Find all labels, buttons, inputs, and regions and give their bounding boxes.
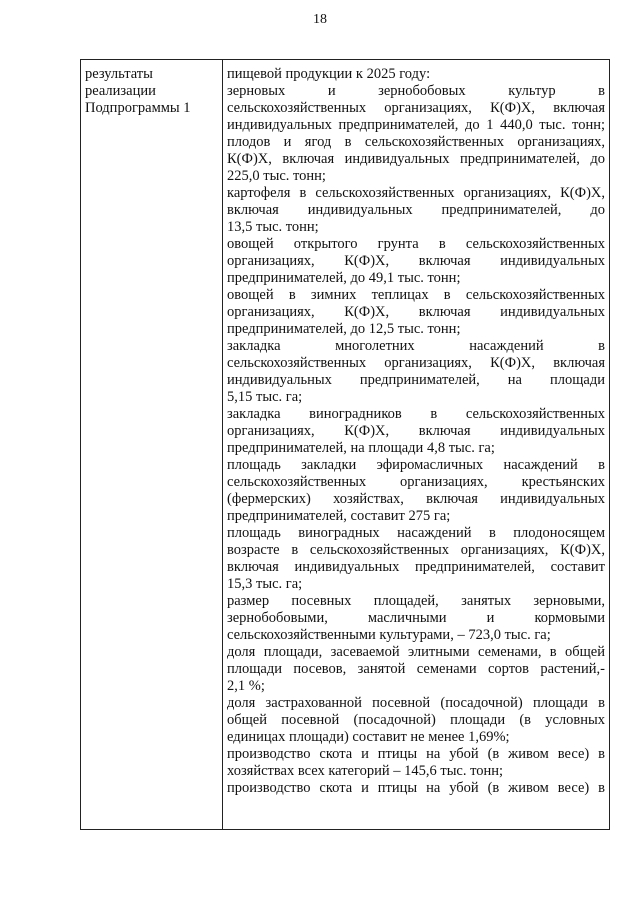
right-cell-line: закладка виноградников в сельскохозяйственных [227,406,605,422]
right-cell-line: овощей в зимних теплицах в сельскохозяйственных [227,287,605,303]
left-cell-line: реализации [85,83,156,99]
right-cell-line: площади посевов, занятой семенами сортов растений,- [227,661,605,677]
right-cell-line: зернобобовыми, масличными и кормовыми [227,610,605,626]
right-cell-line: индивидуальных предпринимателей, до 1 440,0 тыс. тонн; [227,117,605,133]
right-cell-line: хозяйствах всех категорий – 145,6 тыс. тонн; [227,763,504,779]
right-cell-line: 225,0 тыс. тонн; [227,168,326,184]
right-cell-line: предпринимателей, на площади 4,8 тыс. га; [227,440,495,456]
right-cell-line: возрасте в сельскохозяйственных организациях, К(Ф)Х, [227,542,605,558]
right-cell [227,66,605,797]
left-cell-line: результаты [85,66,153,82]
right-cell-line: площадь закладки эфиромасличных насаждений в [227,457,605,473]
right-cell-line: картофеля в сельскохозяйственных организациях, К(Ф)Х, [227,185,605,201]
right-cell-line: пищевой продукции к 2025 году: [227,66,431,82]
right-cell-line: доля площади, засеваемой элитными семенами, в общей [227,644,605,660]
right-cell-line: 5,15 тыс. га; [227,389,303,405]
right-cell-line: сельскохозяйственными культурами, – 723,0 тыс. га; [227,627,551,643]
right-cell-line: предпринимателей, до 12,5 тыс. тонн; [227,321,461,337]
right-cell-line: включая индивидуальных предпринимателей, составит [227,559,605,575]
right-cell-line: 15,3 тыс. га; [227,576,303,592]
page-number: 18 [313,12,327,27]
right-cell-line: общей посевной (посадочной) площади (в условных [227,712,605,728]
left-cell [85,66,217,117]
right-cell-line: индивидуальных предпринимателей, на площади [227,372,605,388]
column-divider [222,60,223,829]
left-cell-line: Подпрограммы 1 [85,100,191,116]
right-cell-line: организациях, К(Ф)Х, включая индивидуальных [227,253,605,269]
right-cell-line: сельскохозяйственных организациях, К(Ф)Х, включая [227,355,605,371]
right-cell-line: овощей открытого грунта в сельскохозяйственных [227,236,605,252]
right-cell-line: закладка многолетних насаждений в [227,338,605,354]
right-cell-line: площадь виноградных насаждений в плодоносящем [227,525,605,541]
document-table [80,59,610,830]
right-cell-line: размер посевных площадей, занятых зерновыми, [227,593,605,609]
right-cell-line: организациях, К(Ф)Х, включая индивидуальных [227,304,605,320]
right-cell-line: сельскохозяйственных организациях, К(Ф)Х, включая [227,100,605,116]
right-cell-line: производство скота и птицы на убой (в живом весе) в [227,780,605,796]
right-cell-line: зерновых и зернобобовых культур в [227,83,605,99]
right-cell-line: предпринимателей, до 49,1 тыс. тонн; [227,270,461,286]
right-cell-line: плодов и ягод в сельскохозяйственных организациях, [227,134,605,150]
right-cell-line: предпринимателей, составит 275 га; [227,508,451,524]
right-cell-line: включая индивидуальных предпринимателей, до [227,202,605,218]
right-cell-line: сельскохозяйственных организациях, крестьянских [227,474,605,490]
right-cell-line: 2,1 %; [227,678,265,694]
right-cell-line: 13,5 тыс. тонн; [227,219,319,235]
right-cell-line: (фермерских) хозяйствах, включая индивидуальных [227,491,605,507]
right-cell-line: К(Ф)Х, включая индивидуальных предпринимателей, до [227,151,605,167]
right-cell-line: доля застрахованной посевной (посадочной) площади в [227,695,605,711]
right-cell-line: организациях, К(Ф)Х, включая индивидуальных [227,423,605,439]
right-cell-line: единицах площади) составит не менее 1,69%; [227,729,510,745]
right-cell-line: производство скота и птицы на убой (в живом весе) в [227,746,605,762]
